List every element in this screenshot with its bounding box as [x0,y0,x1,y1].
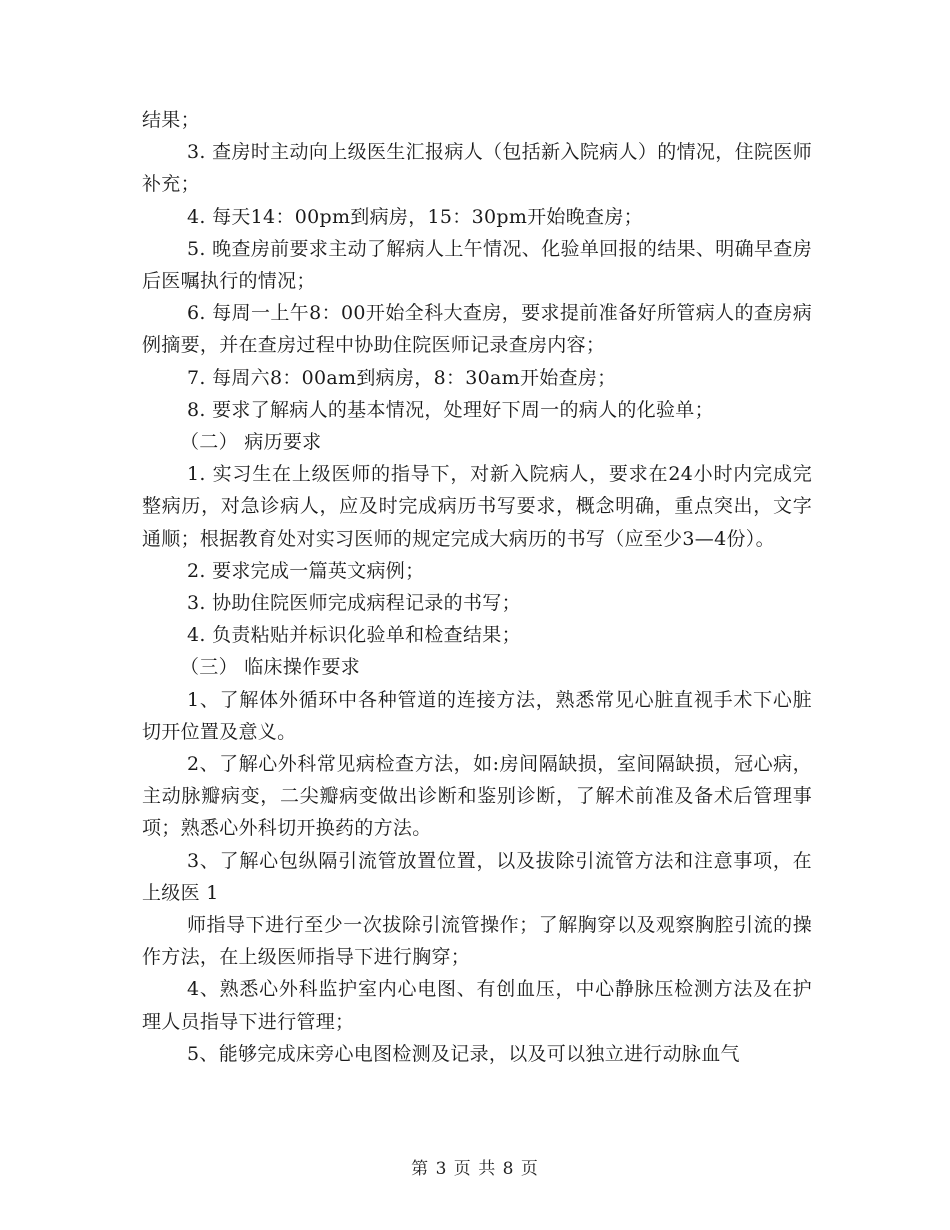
paragraph: 1. 实习生在上级医师的指导下，对新入院病人，要求在24小时内完成完整病历，对急诊病人，应及时完成病历书写要求，概念明确，重点突出，文字通顺；根据教育处对实习医师的规定完成大病历的书写（应至少3—4份）。 [142,463,812,550]
paragraph: 7. 每周六8：00am到病房，8：30am开始查房； [187,366,617,389]
paragraph: 5. 晚查房前要求主动了解病人上午情况、化验单回报的结果、明确早查房后医嘱执行的情况； [142,237,812,293]
paragraph: 4. 每天14：00pm到病房，15：30pm开始晚查房； [187,205,643,228]
paragraph: 5、能够完成床旁心电图检测及记录，以及可以独立进行动脉血气 [187,1042,740,1065]
paragraph: 2、了解心外科常见病检查方法，如:房间隔缺损，室间隔缺损，冠心病，主动脉瓣病变，二尖瓣病变做出诊断和鉴别诊断，了解术前准及备术后管理事项；熟悉心外科切开换药的方法。 [142,753,812,840]
paragraph: 2. 要求完成一篇英文病例； [187,559,425,582]
paragraph: 3、了解心包纵隔引流管放置位置，以及拔除引流管方法和注意事项，在上级医 1 [142,849,812,904]
paragraph: 1、了解体外循环中各种管道的连接方法，熟悉常见心脏直视手术下心脏切开位置及意义。 [142,688,812,743]
paragraph: 3. 协助住院医师完成病程记录的书写； [187,592,521,615]
paragraph: 4、熟悉心外科监护室内心电图、有创血压，中心静脉压检测方法及在护理人员指导下进行管理； [142,978,812,1033]
paragraph: 4. 负责粘贴并标识化验单和检查结果； [187,624,521,647]
paragraph: 8. 要求了解病人的基本情况，处理好下周一的病人的化验单； [187,398,714,421]
paragraph: 3. 查房时主动向上级医生汇报病人（包括新入院病人）的情况，住院医师补充； [142,141,812,196]
paragraph: 6. 每周一上午8：00开始全科大查房，要求提前准备好所管病人的查房病例摘要，并在查房过程中协助住院医师记录查房内容； [142,302,812,357]
section-heading: （三） 临床操作要求 [180,656,361,679]
paragraph: 结果； [142,109,200,131]
paragraph: 师指导下进行至少一次拔除引流管操作；了解胸穿以及观察胸腔引流的操作方法，在上级医师指导下进行胸穿； [142,914,812,969]
section-heading: （二） 病历要求 [180,431,322,454]
body-text [142,104,812,1070]
page-footer: 第 3 页 共 8 页 [411,1159,539,1179]
